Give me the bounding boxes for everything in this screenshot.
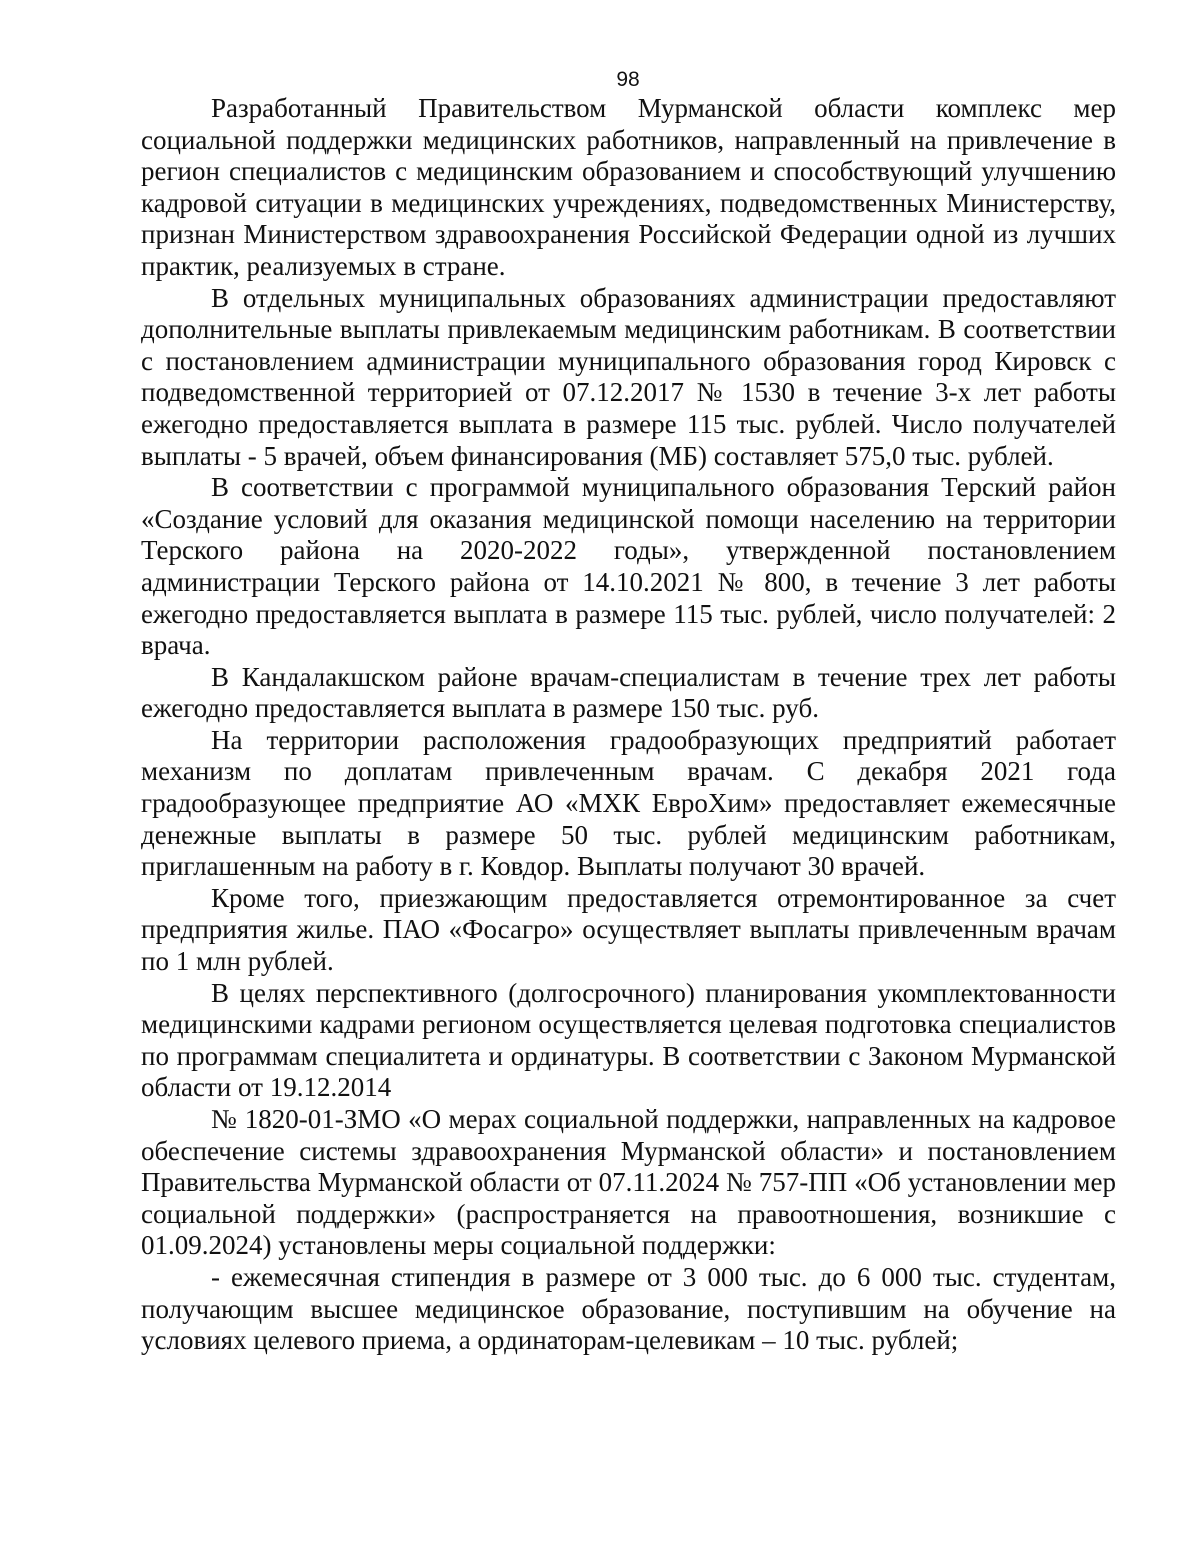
paragraph-targeted-training: В целях перспективного (долгосрочного) планирования укомплектованности медицинскими кадрами регионом осуществляется целевая подготовка специалистов по программам специалитета и ординатуры. В соответствии с Законом Мурманской области от 19.12.2014 — [141, 977, 1116, 1103]
paragraph-kandalaksha-payments: В Кандалакшском районе врачам-специалистам в течение трех лет работы ежегодно предоставляется выплата в размере 150 тыс. руб. — [141, 661, 1116, 724]
paragraph-kirovsk-payments: В отдельных муниципальных образованиях администрации предоставляют дополнительные выплаты привлекаемым медицинским работникам. В соответствии с постановлением администрации муниципального образования город Кировск с подведомственной территорией от 07.12.2017 № 1530 в течение 3-х лет работы ежегодно предоставляется выплата в размере 115 тыс. рублей. Число получателей выплаты - 5 врачей, объем финансирования (МБ) составляет 575,0 тыс. рублей. — [141, 282, 1116, 471]
paragraph-housing-and-phosagro: Кроме того, приезжающим предоставляется отремонтированное за счет предприятия жилье. ПАО «Фосагро» осуществляет выплаты привлеченным врачам по 1 млн рублей. — [141, 882, 1116, 977]
page-number: 98 — [616, 68, 640, 91]
document-body — [141, 93, 1116, 1357]
paragraph-support-measures-intro: Разработанный Правительством Мурманской области комплекс мер социальной поддержки медицинских работников, направленный на привлечение в регион специалистов с медицинским образованием и способствующий улучшению кадровой ситуации в медицинских учреждениях, подведомственных Министерству, признан Министерством здравоохранения Российской Федерации одной из лучших практик, реализуемых в стране. — [141, 93, 1116, 281]
paragraph-monthly-stipend: - ежемесячная стипендия в размере от 3 000 тыс. до 6 000 тыс. студентам, получающим высшее медицинское образование, поступившим на обучение на условиях целевого приема, а ординаторам-целевикам – 10 тыс. рублей; — [141, 1261, 1116, 1356]
paragraph-regional-law: № 1820-01-ЗМО «О мерах социальной поддержки, направленных на кадровое обеспечение системы здравоохранения Мурманской области» и постановлением Правительства Мурманской области от 07.11.2024 № 757-ПП «Об установлении мер социальной поддержки» (распространяется на правоотношения, возникшие с 01.09.2024) установлены меры социальной поддержки: — [141, 1104, 1116, 1261]
paragraph-tersky-program: В соответствии с программой муниципального образования Терский район «Создание условий для оказания медицинской помощи населению на территории Терского района на 2020-2022 годы», утвержденной постановлением администрации Терского района от 14.10.2021 № 800, в течение 3 лет работы ежегодно предоставляется выплата в размере 115 тыс. рублей, число получателей: 2 врача. — [141, 472, 1116, 661]
paragraph-city-forming-enterprises: На территории расположения градообразующих предприятий работает механизм по доплатам привлеченным врачам. С декабря 2021 года градообразующее предприятие АО «МХК ЕвроХим» предоставляет ежемесячные денежные выплаты в размере 50 тыс. рублей медицинским работникам, приглашенным на работу в г. Ковдор. Выплаты получают 30 врачей. — [141, 724, 1116, 882]
